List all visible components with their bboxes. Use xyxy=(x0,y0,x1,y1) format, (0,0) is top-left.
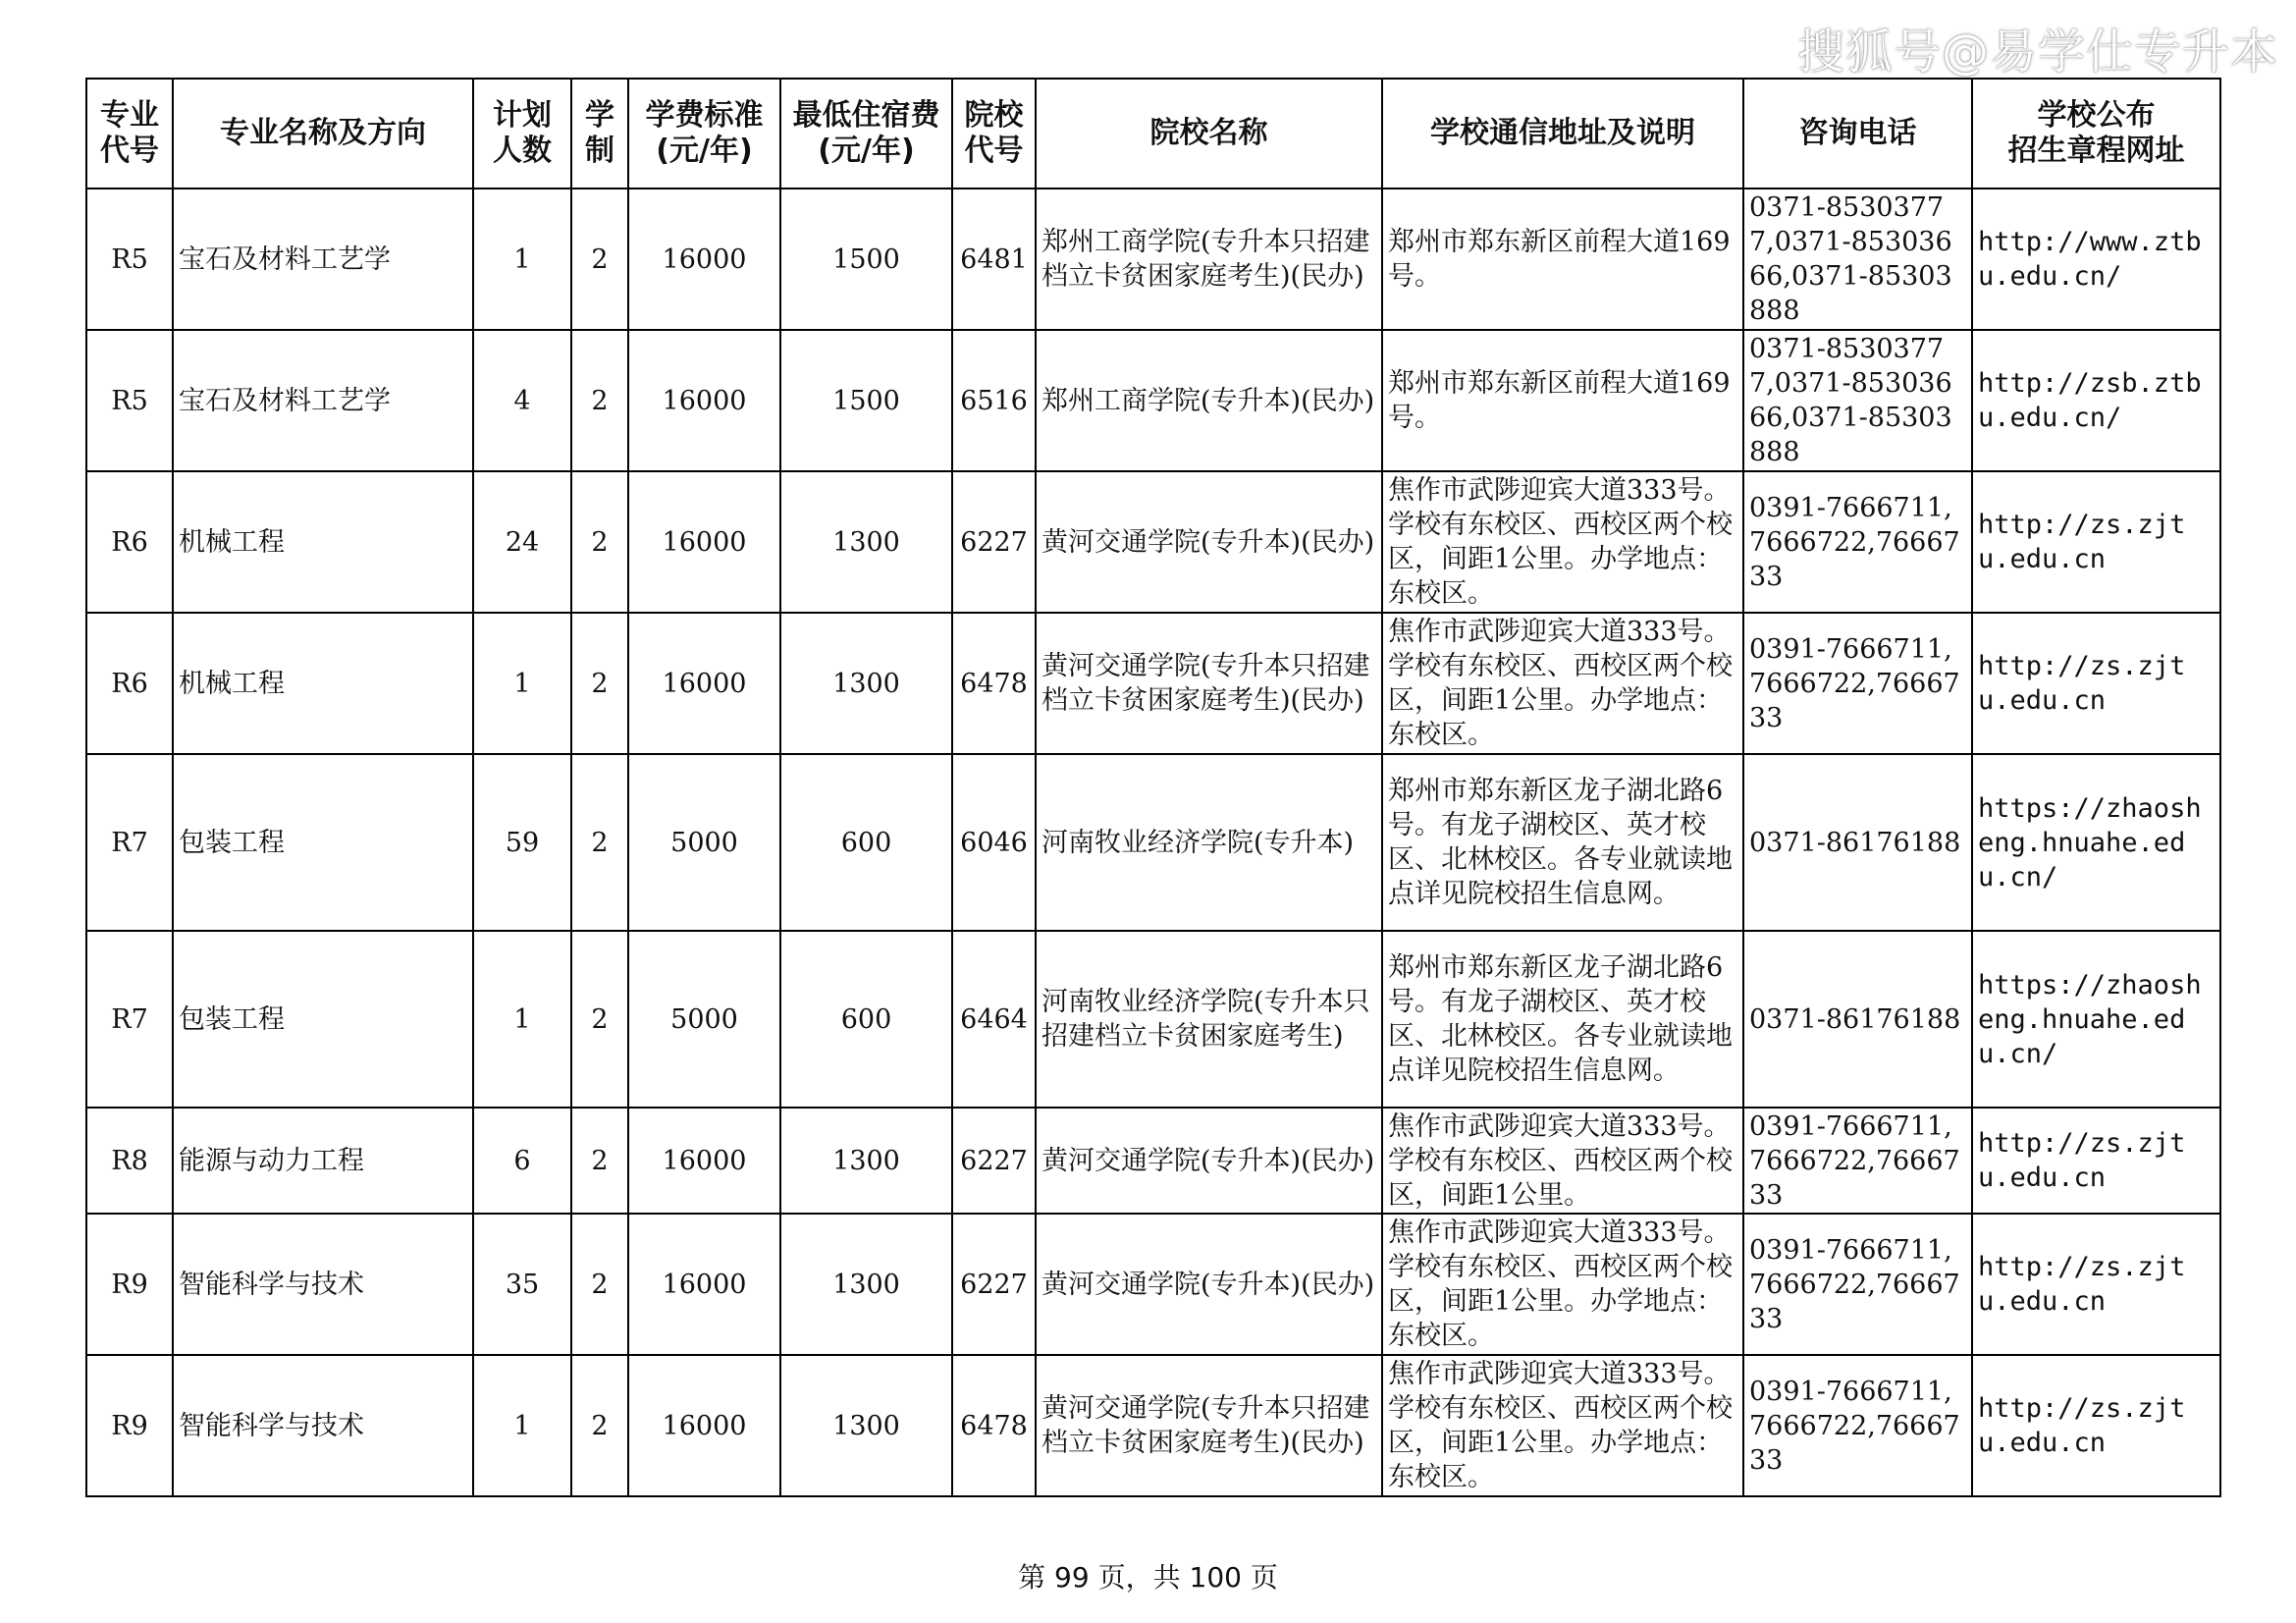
major-name-cell: 包装工程 xyxy=(173,754,473,931)
tuition-cell: 16000 xyxy=(628,189,780,330)
col-header-plan-count: 计划 人数 xyxy=(473,79,571,189)
col-header-major-code: 专业 代号 xyxy=(86,79,173,189)
address-cell: 焦作市武陟迎宾大道333号。学校有东校区、西校区两个校区，间距1公里。办学地点：东校区。 xyxy=(1382,1355,1743,1496)
duration-cell: 2 xyxy=(571,189,628,330)
major-name-cell: 机械工程 xyxy=(173,613,473,754)
tuition-cell: 5000 xyxy=(628,754,780,931)
duration-cell: 2 xyxy=(571,1108,628,1214)
tuition-cell: 16000 xyxy=(628,330,780,471)
school-name-cell: 河南牧业经济学院(专升本) xyxy=(1036,754,1382,931)
dorm-fee-cell: 1500 xyxy=(780,330,952,471)
major-code-cell: R9 xyxy=(86,1214,173,1355)
table-row xyxy=(86,613,2220,754)
major-name-cell: 智能科学与技术 xyxy=(173,1355,473,1496)
col-header-phone: 咨询电话 xyxy=(1743,79,1972,189)
major-name-cell: 机械工程 xyxy=(173,471,473,613)
tuition-cell: 16000 xyxy=(628,1214,780,1355)
dorm-fee-cell: 600 xyxy=(780,754,952,931)
footer-suffix: 页 xyxy=(1250,1561,1278,1594)
plan-count-cell: 1 xyxy=(473,931,571,1108)
school-code-cell: 6227 xyxy=(952,1214,1036,1355)
plan-count-cell: 4 xyxy=(473,330,571,471)
website-link[interactable]: http://zs.zjtu.edu.cn xyxy=(1972,1355,2220,1496)
watermark: 搜狐号@易学仕专升本 xyxy=(1796,25,2278,80)
col-header-major-name: 专业名称及方向 xyxy=(173,79,473,189)
school-code-cell: 6464 xyxy=(952,931,1036,1108)
duration-cell: 2 xyxy=(571,330,628,471)
school-name-cell: 郑州工商学院(专升本)(民办) xyxy=(1036,330,1382,471)
table-row xyxy=(86,330,2220,471)
col-header-tuition: 学费标准 (元/年) xyxy=(628,79,780,189)
website-link[interactable]: http://zs.zjtu.edu.cn xyxy=(1972,471,2220,613)
major-name-cell: 宝石及材料工艺学 xyxy=(173,330,473,471)
school-code-cell: 6227 xyxy=(952,471,1036,613)
table-row xyxy=(86,754,2220,931)
table-row xyxy=(86,931,2220,1108)
major-code-cell: R6 xyxy=(86,471,173,613)
tuition-cell: 16000 xyxy=(628,1108,780,1214)
address-cell: 郑州市郑东新区龙子湖北路6号。有龙子湖校区、英才校区、北林校区。各专业就读地点详见院校招生信息网。 xyxy=(1382,931,1743,1108)
duration-cell: 2 xyxy=(571,1355,628,1496)
duration-cell: 2 xyxy=(571,931,628,1108)
phone-cell: 0391-7666711,7666722,7666733 xyxy=(1743,1355,1972,1496)
col-header-website: 学校公布 招生章程网址 xyxy=(1972,79,2220,189)
col-header-school-name: 院校名称 xyxy=(1036,79,1382,189)
phone-cell: 0371-86176188 xyxy=(1743,754,1972,931)
phone-cell: 0391-7666711,7666722,7666733 xyxy=(1743,1214,1972,1355)
major-code-cell: R7 xyxy=(86,931,173,1108)
major-code-cell: R6 xyxy=(86,613,173,754)
website-link[interactable]: http://zsb.ztbu.edu.cn/ xyxy=(1972,330,2220,471)
major-code-cell: R5 xyxy=(86,189,173,330)
tuition-cell: 16000 xyxy=(628,471,780,613)
dorm-fee-cell: 1300 xyxy=(780,1355,952,1496)
major-name-cell: 能源与动力工程 xyxy=(173,1108,473,1214)
website-link[interactable]: http://zs.zjtu.edu.cn xyxy=(1972,1108,2220,1214)
footer-middle: 页，共 xyxy=(1097,1561,1181,1594)
plan-count-cell: 35 xyxy=(473,1214,571,1355)
phone-cell: 0371-86176188 xyxy=(1743,931,1972,1108)
footer-prefix: 第 xyxy=(1018,1561,1046,1594)
phone-cell: 0371-85303777,0371-85303666,0371-85303888 xyxy=(1743,330,1972,471)
school-name-cell: 黄河交通学院(专升本)(民办) xyxy=(1036,471,1382,613)
tuition-cell: 16000 xyxy=(628,1355,780,1496)
phone-cell: 0391-7666711,7666722,7666733 xyxy=(1743,471,1972,613)
website-link[interactable]: https://zhaosheng.hnuahe.edu.cn/ xyxy=(1972,754,2220,931)
table-header-row xyxy=(86,79,2220,189)
website-link[interactable]: http://zs.zjtu.edu.cn xyxy=(1972,1214,2220,1355)
address-cell: 郑州市郑东新区前程大道169号。 xyxy=(1382,330,1743,471)
total-page-count: 100 xyxy=(1189,1561,1242,1594)
school-name-cell: 郑州工商学院(专升本只招建档立卡贫困家庭考生)(民办) xyxy=(1036,189,1382,330)
school-name-cell: 黄河交通学院(专升本只招建档立卡贫困家庭考生)(民办) xyxy=(1036,1355,1382,1496)
page-footer xyxy=(0,1556,2296,1596)
table-row xyxy=(86,1108,2220,1214)
col-header-duration: 学 制 xyxy=(571,79,628,189)
admissions-table xyxy=(85,78,2221,1497)
tuition-cell: 16000 xyxy=(628,613,780,754)
table-row xyxy=(86,1214,2220,1355)
website-link[interactable]: http://www.ztbu.edu.cn/ xyxy=(1972,189,2220,330)
duration-cell: 2 xyxy=(571,613,628,754)
col-header-dorm-fee: 最低住宿费 (元/年) xyxy=(780,79,952,189)
col-header-school-code: 院校 代号 xyxy=(952,79,1036,189)
major-name-cell: 包装工程 xyxy=(173,931,473,1108)
major-name-cell: 智能科学与技术 xyxy=(173,1214,473,1355)
plan-count-cell: 1 xyxy=(473,613,571,754)
school-code-cell: 6516 xyxy=(952,330,1036,471)
dorm-fee-cell: 1300 xyxy=(780,471,952,613)
table-row xyxy=(86,189,2220,330)
major-code-cell: R8 xyxy=(86,1108,173,1214)
major-code-cell: R5 xyxy=(86,330,173,471)
plan-count-cell: 1 xyxy=(473,189,571,330)
duration-cell: 2 xyxy=(571,754,628,931)
school-code-cell: 6478 xyxy=(952,1355,1036,1496)
school-name-cell: 黄河交通学院(专升本)(民办) xyxy=(1036,1214,1382,1355)
address-cell: 郑州市郑东新区前程大道169号。 xyxy=(1382,189,1743,330)
address-cell: 焦作市武陟迎宾大道333号。学校有东校区、西校区两个校区，间距1公里。 xyxy=(1382,1108,1743,1214)
school-code-cell: 6481 xyxy=(952,189,1036,330)
phone-cell: 0371-85303777,0371-85303666,0371-85303888 xyxy=(1743,189,1972,330)
phone-cell: 0391-7666711,7666722,7666733 xyxy=(1743,613,1972,754)
address-cell: 焦作市武陟迎宾大道333号。学校有东校区、西校区两个校区，间距1公里。办学地点：东校区。 xyxy=(1382,471,1743,613)
tuition-cell: 5000 xyxy=(628,931,780,1108)
duration-cell: 2 xyxy=(571,1214,628,1355)
table-row xyxy=(86,1355,2220,1496)
school-code-cell: 6227 xyxy=(952,1108,1036,1214)
duration-cell: 2 xyxy=(571,471,628,613)
col-header-address: 学校通信地址及说明 xyxy=(1382,79,1743,189)
website-link[interactable]: http://zs.zjtu.edu.cn xyxy=(1972,613,2220,754)
school-name-cell: 黄河交通学院(专升本只招建档立卡贫困家庭考生)(民办) xyxy=(1036,613,1382,754)
school-code-cell: 6478 xyxy=(952,613,1036,754)
dorm-fee-cell: 600 xyxy=(780,931,952,1108)
plan-count-cell: 1 xyxy=(473,1355,571,1496)
address-cell: 焦作市武陟迎宾大道333号。学校有东校区、西校区两个校区，间距1公里。办学地点：东校区。 xyxy=(1382,1214,1743,1355)
plan-count-cell: 24 xyxy=(473,471,571,613)
table-row xyxy=(86,471,2220,613)
school-code-cell: 6046 xyxy=(952,754,1036,931)
school-name-cell: 河南牧业经济学院(专升本只招建档立卡贫困家庭考生) xyxy=(1036,931,1382,1108)
website-link[interactable]: https://zhaosheng.hnuahe.edu.cn/ xyxy=(1972,931,2220,1108)
phone-cell: 0391-7666711,7666722,7666733 xyxy=(1743,1108,1972,1214)
plan-count-cell: 59 xyxy=(473,754,571,931)
plan-count-cell: 6 xyxy=(473,1108,571,1214)
address-cell: 郑州市郑东新区龙子湖北路6号。有龙子湖校区、英才校区、北林校区。各专业就读地点详见院校招生信息网。 xyxy=(1382,754,1743,931)
current-page-number: 99 xyxy=(1054,1561,1090,1594)
school-name-cell: 黄河交通学院(专升本)(民办) xyxy=(1036,1108,1382,1214)
major-name-cell: 宝石及材料工艺学 xyxy=(173,189,473,330)
dorm-fee-cell: 1300 xyxy=(780,1108,952,1214)
dorm-fee-cell: 1500 xyxy=(780,189,952,330)
dorm-fee-cell: 1300 xyxy=(780,613,952,754)
major-code-cell: R7 xyxy=(86,754,173,931)
major-code-cell: R9 xyxy=(86,1355,173,1496)
dorm-fee-cell: 1300 xyxy=(780,1214,952,1355)
address-cell: 焦作市武陟迎宾大道333号。学校有东校区、西校区两个校区，间距1公里。办学地点：东校区。 xyxy=(1382,613,1743,754)
